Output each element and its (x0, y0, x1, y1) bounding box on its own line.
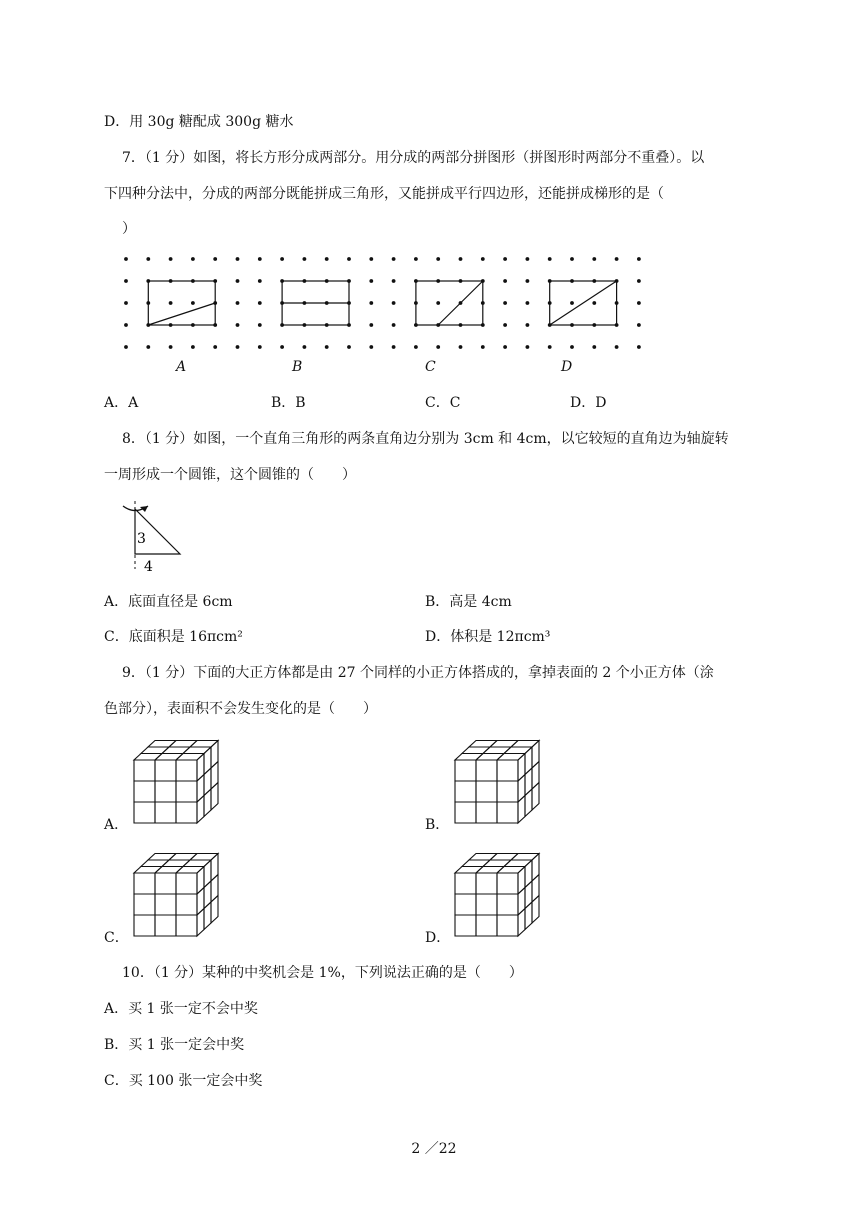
page-number: 2 ／22 (411, 1141, 457, 1157)
front-face-cell (455, 781, 476, 802)
grid-dot (436, 257, 440, 261)
q8-option-b: B．高是 4cm (425, 594, 512, 610)
q9-cube-b (454, 739, 546, 827)
q9-stem-line2: 色部分），表面积不会发生变化的是（ ） (104, 701, 377, 717)
grid-dot (124, 301, 128, 305)
side-face-cell (518, 754, 525, 782)
grid-dot (236, 257, 240, 261)
grid-dot (503, 345, 507, 349)
grid-dot (124, 257, 128, 261)
q9-option-d: D． (425, 930, 451, 946)
side-face-cell (518, 867, 525, 895)
side-face-cell (532, 762, 539, 790)
grid-dot (191, 257, 195, 261)
front-face-cell (176, 894, 197, 915)
front-face-cell (476, 894, 497, 915)
side-face-cell (211, 896, 218, 924)
grid-dot (191, 345, 195, 349)
front-face-cell (497, 781, 518, 802)
side-face-cell (211, 783, 218, 811)
grid-dot (236, 345, 240, 349)
q9-stem-line1: 9．（1 分）下面的大正方体都是由 27 个同样的小正方体搭成的，拿掉表面的 2 个小正方体（涂 (122, 665, 714, 681)
grid-dot (414, 345, 418, 349)
grid-dot (169, 257, 173, 261)
front-face-cell (155, 873, 176, 894)
grid-dot (503, 279, 507, 283)
side-face-cell (204, 789, 211, 817)
q10-option-c: C．买 100 张一定会中奖 (104, 1073, 263, 1089)
side-face-cell (525, 768, 532, 796)
side-face-cell (197, 796, 204, 824)
grid-dot (481, 257, 485, 261)
front-face-cell (455, 873, 476, 894)
grid-dot (258, 279, 262, 283)
grid-dot (236, 323, 240, 327)
side-label-4: 4 (144, 559, 153, 575)
q9-option-c: C． (104, 930, 129, 946)
side-face-cell (518, 796, 525, 824)
side-face-cell (204, 902, 211, 930)
front-face-cell (155, 802, 176, 823)
grid-dot (503, 257, 507, 261)
q8-stem-line1: 8．（1 分）如图，一个直角三角形的两条直角边分别为 3cm 和 4cm，以它较短的直角边为轴旋转 (122, 431, 729, 447)
q7-stem-line3: ） (122, 221, 136, 237)
side-face-cell (532, 896, 539, 924)
grid-dot (592, 257, 596, 261)
grid-dot (615, 345, 619, 349)
grid-dot (347, 345, 351, 349)
grid-dot (392, 257, 396, 261)
grid-dot (369, 323, 373, 327)
side-face-cell (211, 875, 218, 903)
grid-dot (258, 257, 262, 261)
side-face-cell (525, 902, 532, 930)
grid-dot (481, 345, 485, 349)
grid-dot (637, 301, 641, 305)
q7-dot-grid-figure (0, 0, 868, 400)
front-face-cell (476, 873, 497, 894)
rectangle-a (148, 281, 215, 325)
front-face-cell (134, 802, 155, 823)
q8-stem-line2: 一周形成一个圆锥，这个圆锥的（ ） (104, 467, 356, 483)
grid-dot (124, 323, 128, 327)
q10-stem: 10．（1 分）某种的中奖机会是 1%，下列说法正确的是（ ） (122, 965, 523, 981)
front-face-cell (476, 915, 497, 936)
q7-fig-label-b: B (292, 359, 303, 375)
grid-dot (347, 257, 351, 261)
front-face-cell (176, 915, 197, 936)
grid-dot (436, 301, 440, 305)
front-face-cell (497, 802, 518, 823)
side-face-cell (525, 881, 532, 909)
grid-dot (592, 345, 596, 349)
q8-option-a: A．底面直径是 6cm (104, 594, 233, 610)
side-face-cell (518, 775, 525, 803)
grid-dot (280, 257, 284, 261)
grid-dot (258, 323, 262, 327)
front-face-cell (176, 802, 197, 823)
front-face-cell (476, 802, 497, 823)
front-face-cell (176, 781, 197, 802)
grid-dot (548, 345, 552, 349)
grid-dot (592, 301, 596, 305)
grid-dot (369, 345, 373, 349)
front-face-cell (134, 915, 155, 936)
side-face-cell (204, 860, 211, 888)
q7-option-a: A．A (104, 395, 139, 411)
q7-option-d: D．D (570, 395, 607, 411)
q10-option-a: A．买 1 张一定不会中奖 (104, 1001, 258, 1017)
front-face-cell (497, 760, 518, 781)
side-face-cell (204, 768, 211, 796)
grid-dot (191, 301, 195, 305)
side-face-cell (197, 909, 204, 937)
grid-dot (303, 257, 307, 261)
q7-stem-line2: 下四种分法中，分成的两部分既能拼成三角形，又能拼成平行四边形，还能拼成梯形的是（ (104, 186, 664, 202)
cut-line-d (550, 281, 617, 325)
grid-dot (369, 257, 373, 261)
grid-dot (258, 301, 262, 305)
front-face-cell (476, 760, 497, 781)
grid-dot (526, 301, 530, 305)
front-face-cell (155, 915, 176, 936)
q7-option-c: C．C (425, 395, 461, 411)
side-face-cell (518, 888, 525, 916)
grid-dot (459, 257, 463, 261)
grid-dot (124, 345, 128, 349)
q10-option-b: B．买 1 张一定会中奖 (104, 1037, 245, 1053)
grid-dot (258, 345, 262, 349)
grid-dot (146, 345, 150, 349)
side-face-cell (532, 854, 539, 882)
front-face-cell (134, 781, 155, 802)
grid-dot (236, 279, 240, 283)
grid-dot (392, 345, 396, 349)
side-face-cell (204, 881, 211, 909)
grid-dot (436, 345, 440, 349)
front-face-cell (497, 873, 518, 894)
grid-dot (169, 345, 173, 349)
front-face-cell (497, 894, 518, 915)
grid-dot (325, 257, 329, 261)
grid-dot (146, 257, 150, 261)
q6-option-d: D．用 30g 糖配成 300g 糖水 (104, 114, 294, 130)
grid-dot (325, 345, 329, 349)
side-label-3: 3 (137, 531, 146, 547)
grid-dot (392, 301, 396, 305)
q8-option-c: C．底面积是 16πcm² (104, 629, 243, 645)
front-face-cell (476, 781, 497, 802)
grid-dot (236, 301, 240, 305)
side-face-cell (211, 762, 218, 790)
front-face-cell (176, 873, 197, 894)
side-face-cell (525, 747, 532, 775)
grid-dot (213, 257, 217, 261)
grid-dot (637, 257, 641, 261)
front-face-cell (455, 894, 476, 915)
grid-dot (526, 279, 530, 283)
grid-dot (213, 345, 217, 349)
grid-dot (392, 279, 396, 283)
side-face-cell (525, 789, 532, 817)
grid-dot (526, 345, 530, 349)
q8-option-d: D．体积是 12πcm³ (425, 629, 551, 645)
cut-line-a (148, 303, 215, 325)
q9-option-a: A． (104, 817, 129, 833)
grid-dot (369, 279, 373, 283)
side-face-cell (197, 867, 204, 895)
grid-dot (503, 301, 507, 305)
grid-dot (124, 279, 128, 283)
side-face-cell (211, 854, 218, 882)
q9-cube-a (133, 739, 225, 827)
side-face-cell (197, 775, 204, 803)
rectangle-c (416, 281, 483, 325)
grid-dot (526, 323, 530, 327)
side-face-cell (518, 909, 525, 937)
grid-dot (526, 257, 530, 261)
q9-cube-c (133, 852, 225, 940)
front-face-cell (455, 802, 476, 823)
front-face-cell (455, 915, 476, 936)
front-face-cell (134, 873, 155, 894)
front-face-cell (176, 760, 197, 781)
grid-dot (303, 345, 307, 349)
q7-stem-line1: 7．（1 分）如图，将长方形分成两部分。用分成的两部分拼图形（拼图形时两部分不重叠）。以 (122, 150, 705, 166)
grid-dot (615, 257, 619, 261)
side-face-cell (525, 860, 532, 888)
side-face-cell (532, 741, 539, 769)
grid-dot (503, 323, 507, 327)
side-face-cell (204, 747, 211, 775)
grid-dot (570, 301, 574, 305)
front-face-cell (155, 894, 176, 915)
grid-dot (369, 301, 373, 305)
front-face-cell (134, 760, 155, 781)
q7-option-b: B．B (271, 395, 306, 411)
grid-dot (637, 279, 641, 283)
front-face-cell (155, 760, 176, 781)
grid-dot (414, 257, 418, 261)
q7-fig-label-a: A (176, 359, 187, 375)
grid-dot (637, 345, 641, 349)
grid-dot (570, 345, 574, 349)
grid-dot (570, 257, 574, 261)
q8-triangle-figure (110, 498, 200, 578)
grid-dot (548, 257, 552, 261)
front-face-cell (497, 915, 518, 936)
q7-fig-label-c: C (425, 359, 436, 375)
side-face-cell (197, 888, 204, 916)
front-face-cell (134, 894, 155, 915)
grid-dot (169, 301, 173, 305)
side-face-cell (211, 741, 218, 769)
q9-option-b: B． (425, 817, 450, 833)
front-face-cell (155, 781, 176, 802)
cut-line-c (438, 281, 483, 325)
grid-dot (637, 323, 641, 327)
grid-dot (392, 323, 396, 327)
q9-cube-d (454, 852, 546, 940)
grid-dot (280, 345, 284, 349)
side-face-cell (532, 783, 539, 811)
grid-dot (459, 345, 463, 349)
front-face-cell (455, 760, 476, 781)
side-face-cell (197, 754, 204, 782)
q7-fig-label-d: D (561, 359, 573, 375)
side-face-cell (532, 875, 539, 903)
